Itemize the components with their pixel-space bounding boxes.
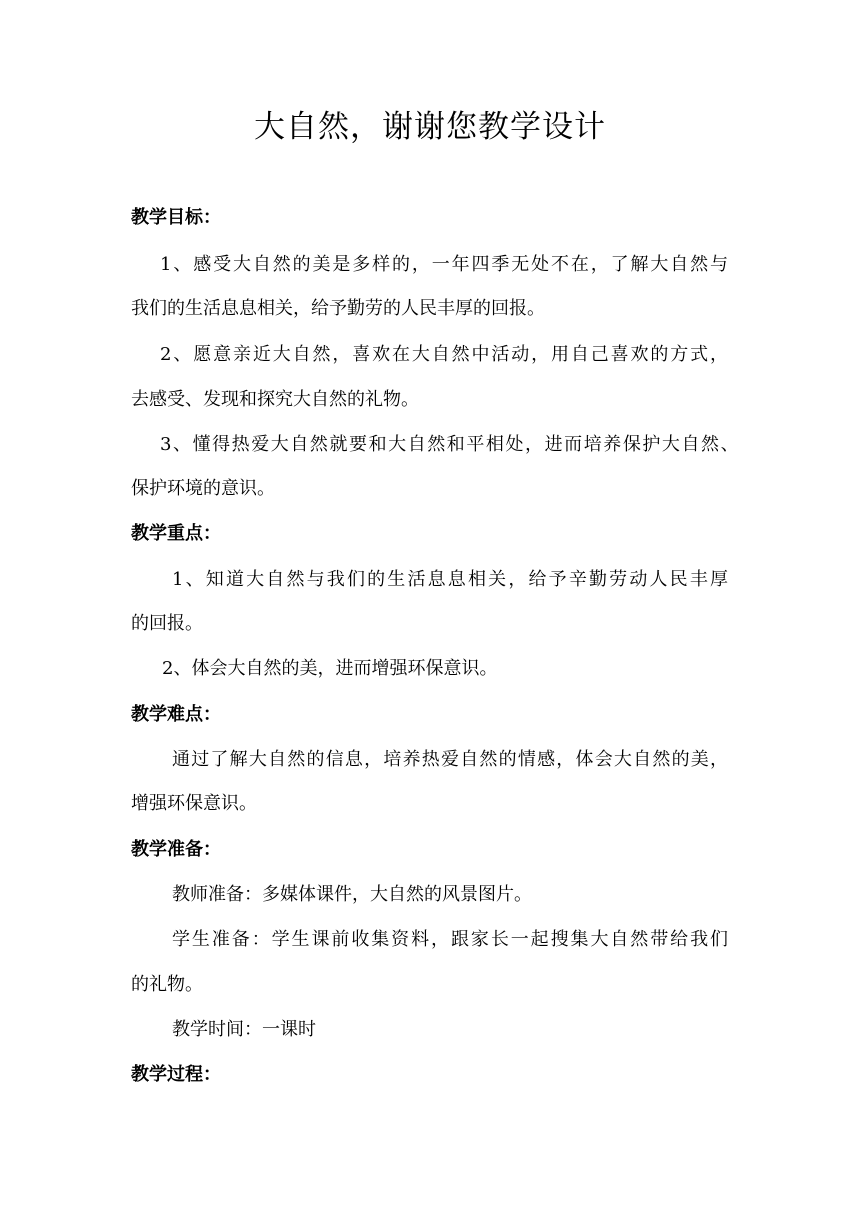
process-heading: 教学过程：: [131, 1064, 221, 1085]
student-preparation-line-1: 学生准备：学生课前收集资料，跟家长一起搜集大自然带给我们: [172, 929, 728, 950]
teaching-time: 教学时间：一课时: [172, 1019, 316, 1040]
key-point-item-1-line-1: 1、知道大自然与我们的生活息息相关，给予辛勤劳动人民丰厚: [172, 569, 728, 590]
difficulties-line-2: 增强环保意识。: [131, 793, 257, 814]
teacher-preparation: 教师准备：多媒体课件，大自然的风景图片。: [172, 884, 532, 905]
objective-item-1-line-1: 1、感受大自然的美是多样的，一年四季无处不在，了解大自然与: [160, 254, 728, 275]
objective-item-1-line-2: 我们的生活息息相关，给予勤劳的人民丰厚的回报。: [131, 298, 545, 319]
objective-item-2-line-1: 2、愿意亲近大自然，喜欢在大自然中活动，用自己喜欢的方式，: [160, 344, 728, 365]
key-point-item-1-line-2: 的回报。: [131, 613, 203, 634]
difficulties-line-1: 通过了解大自然的信息，培养热爱自然的情感，体会大自然的美，: [172, 749, 728, 770]
document-title: 大自然，谢谢您教学设计: [254, 109, 606, 145]
difficulties-heading: 教学难点：: [131, 704, 221, 725]
key-points-heading: 教学重点：: [131, 523, 221, 544]
key-point-item-2: 2、体会大自然的美，进而增强环保意识。: [162, 658, 498, 679]
objective-item-3-line-1: 3、懂得热爱大自然就要和大自然和平相处，进而培养保护大自然、: [160, 434, 738, 455]
objectives-heading: 教学目标：: [131, 207, 221, 228]
student-preparation-line-2: 的礼物。: [131, 974, 203, 995]
objective-item-2-line-2: 去感受、发现和探究大自然的礼物。: [131, 389, 419, 410]
preparation-heading: 教学准备：: [131, 839, 221, 860]
objective-item-3-line-2: 保护环境的意识。: [131, 478, 275, 499]
